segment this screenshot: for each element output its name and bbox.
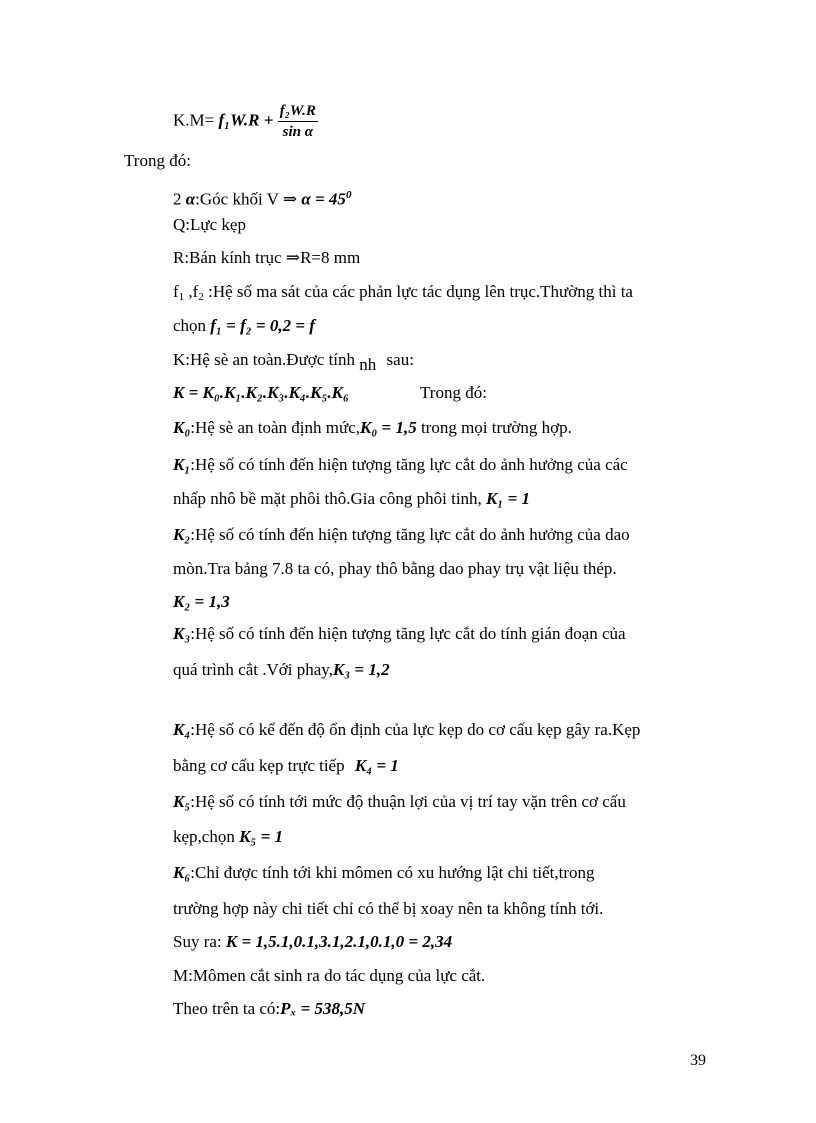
- degree-sup: 0: [345, 189, 352, 201]
- trong-do-2: Trong đó:: [420, 383, 487, 402]
- k1-line-1: [173, 455, 628, 475]
- k-line: [173, 350, 414, 374]
- formula-km-lhs: K.M=: [173, 110, 215, 130]
- k3-line-1: [173, 624, 626, 644]
- k2-line-1: [173, 525, 630, 545]
- theo-tren-text: Theo trên ta có:: [173, 999, 281, 1018]
- formula-km-term1: f₁W.R +: [218, 110, 274, 130]
- k0-text: :Hệ sè an toàn định mức,: [190, 418, 360, 437]
- k2-value-line: [173, 592, 230, 612]
- k3-text-2: quá trình cắt .Với phay,: [173, 660, 333, 679]
- k1-text-2: nhấp nhô bề mặt phôi thô.Gia công phôi tinh,: [173, 489, 482, 508]
- k2-text: :Hệ số có tính đến hiện tượng tăng lực cắt do ảnh hưởng của dao: [190, 525, 630, 544]
- q-text: Q:Lực kẹp: [173, 215, 246, 234]
- k4-symbol: K₄: [173, 720, 191, 739]
- k4-line-1: [173, 720, 640, 740]
- k5-line-1: [173, 792, 626, 812]
- k-description: K:Hệ sè an toàn.Được tính: [173, 350, 356, 369]
- page-number: 39: [690, 1052, 706, 1069]
- f-line-1: [173, 282, 633, 307]
- k2-text-2: mòn.Tra bảng 7.8 ta có, phay thô bằng dao phay trụ vật liệu thép.: [173, 559, 617, 578]
- alpha-formula: α = 45: [301, 189, 346, 209]
- fraction-numerator: f₂W.R: [278, 103, 318, 122]
- k5-text-2: kẹp,chọn: [173, 827, 235, 846]
- k0-line: [173, 418, 572, 438]
- k2-symbol: K₂: [173, 525, 191, 544]
- k6-line-2: [173, 899, 603, 919]
- fraction-denominator: sin α: [282, 124, 314, 140]
- f2-sub: 2: [198, 291, 204, 303]
- alpha-line: [173, 185, 351, 210]
- alpha-text: :Góc khối V: [195, 189, 279, 209]
- f2-symbol: ,f: [184, 282, 199, 301]
- suy-ra-line: [173, 932, 452, 952]
- f1-symbol: f: [173, 282, 179, 301]
- pz-formula: Pₓ = 538,5N: [280, 999, 366, 1018]
- m-text: M:Mômen cắt sinh ra do tác dụng của lực cắt.: [173, 966, 486, 985]
- k5-line-2: [173, 827, 283, 847]
- f-formula: f₁ = f₂ = 0,2 = f: [210, 316, 315, 335]
- sau-text: sau:: [386, 350, 414, 369]
- q-line: [173, 215, 246, 235]
- k5-formula: K₅ = 1: [239, 827, 284, 846]
- k4-text: :Hệ số có kể đến độ ổn định của lực kẹp do cơ cấu kẹp gây ra.Kẹp: [190, 720, 641, 739]
- trong-do-heading: [124, 151, 191, 171]
- k2-formula: K₂ = 1,3: [173, 592, 230, 611]
- k1-line-2: [173, 489, 530, 509]
- k3-text: :Hệ số có tính đến hiện tượng tăng lực cắt do tính gián đoạn của: [190, 624, 626, 643]
- f-description: :Hệ số ma sát của các phản lực tác dụng lên trục.Thường thì ta: [203, 282, 633, 301]
- k6-text: :Chỉ được tính tới khi mômen có xu hướng lật chi tiết,trong: [190, 863, 595, 882]
- k0-formula: K₀ = 1,5: [360, 418, 417, 437]
- chon-text: chọn: [173, 316, 207, 335]
- k2-line-2: [173, 559, 617, 579]
- k3-formula: K₃ = 1,2: [332, 660, 390, 679]
- k0-symbol: K₀: [173, 418, 191, 437]
- k-formula-line: [173, 383, 487, 403]
- k1-formula: K₁ = 1: [486, 489, 530, 508]
- implies-arrow: ⇒: [282, 189, 298, 209]
- m-line: [173, 966, 485, 986]
- theo-tren-line: [173, 999, 365, 1019]
- k0-after: trong mọi trường hợp.: [420, 418, 572, 437]
- k-result-formula: K = 1,5.1,0.1,3.1,2.1,0.1,0 = 2,34: [225, 932, 453, 951]
- f-line-2: [173, 316, 315, 336]
- k6-text-2: trường hợp này chi tiết chỉ có thể bị xoay nên ta không tính tới.: [173, 899, 604, 918]
- k5-text: :Hệ số có tính tới mức độ thuận lợi của vị trí tay vặn trên cơ cấu: [190, 792, 626, 811]
- nh-text: nh: [359, 355, 377, 374]
- k3-line-2: [173, 660, 390, 680]
- k6-line-1: [173, 863, 595, 883]
- k4-formula: K₄ = 1: [354, 756, 399, 775]
- suy-ra-text: Suy ra:: [173, 932, 222, 951]
- trong-do-text: Trong đó:: [124, 151, 191, 170]
- k4-line-2: [173, 756, 399, 776]
- k6-symbol: K₆: [173, 863, 191, 882]
- f1-sub: 1: [178, 291, 185, 303]
- alpha-symbol: α: [185, 189, 196, 209]
- r-text: R:Bán kính trục ⇒R=8 mm: [173, 248, 361, 267]
- k1-symbol: K₁: [173, 455, 191, 474]
- formula-km: [173, 103, 318, 140]
- k-product-formula: K = K₀.K₁.K₂.K₃.K₄.K₅.K₆: [173, 383, 349, 402]
- k3-symbol: K₃: [173, 624, 191, 643]
- k4-text-2: bằng cơ cấu kẹp trực tiếp: [173, 756, 345, 775]
- k5-symbol: K₅: [173, 792, 191, 811]
- r-line: [173, 248, 360, 268]
- alpha-prefix: 2: [173, 189, 182, 209]
- k1-text: :Hệ số có tính đến hiện tượng tăng lực cắt do ảnh hưởng của các: [190, 455, 628, 474]
- formula-km-fraction: [278, 103, 318, 140]
